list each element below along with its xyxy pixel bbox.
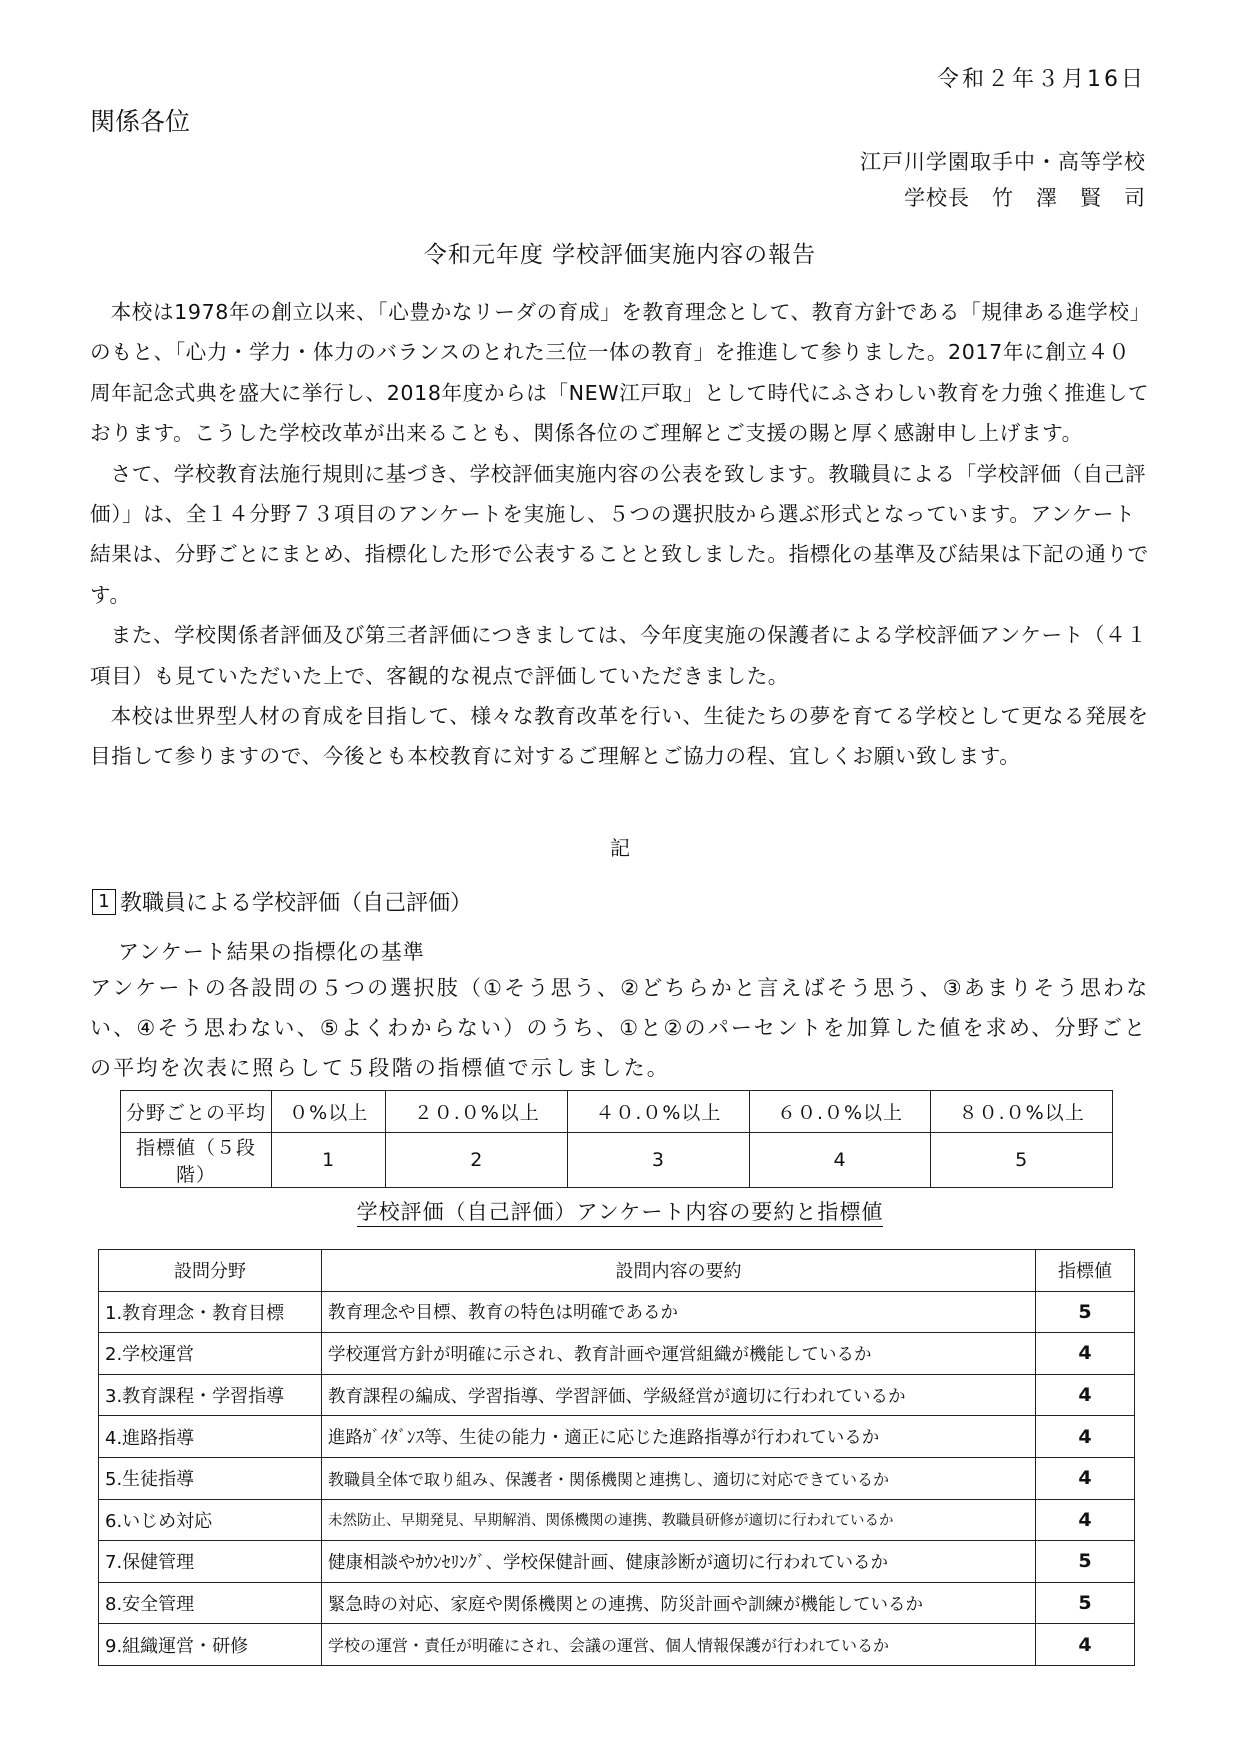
summary-cell: 教育理念や目標、教育の特色は明確であるか [322, 1291, 1036, 1333]
summary-cell: 未然防止、早期発見、早期解消、関係機関の連携、教職員研修が適切に行われているか [322, 1499, 1036, 1541]
sender-school: 江戸川学園取手中・高等学校 [860, 150, 1146, 174]
criteria-cell: ６０.０%以上 [749, 1091, 931, 1133]
paragraph-1: 本校は1978年の創立以来、「心豊かなリーダの育成」を教育理念として、教育方針である「規律ある進学校」のもと、「心力・学力・体力のバランスのとれた三位一体の教育」を推進して参りました。2017年に創立４０周年記念式典を盛大に挙行し、2018年度からは「NEW江戸取」として時代にふさわしい教育を力強く推進しております。こうした学校改革が出来ることも、関係各位のご理解とご支援の賜と厚く感謝申し上げます。 [90, 300, 1150, 446]
category-cell: 3.教育課程・学習指導 [99, 1374, 322, 1416]
criteria-cell: 1 [272, 1133, 386, 1188]
table-row [99, 1541, 1135, 1583]
category-cell: 6.いじめ対応 [99, 1499, 322, 1541]
category-cell: 9.組織運営・研修 [99, 1624, 322, 1666]
criteria-text: アンケートの各設問の５つの選択肢（①そう思う、②どちらかと言えばそう思う、③あまりそう思わない、④そう思わない、⑤よくわからない）のうち、①と②のパーセントを加算した値を求め、分野ごとの平均を次表に照らして５段階の指標値で示しました。 [90, 976, 1150, 1080]
summary-cell: 緊急時の対応、家庭や関係機関との連携、防災計画や訓練が機能しているか [322, 1582, 1036, 1624]
section-number: 1 [92, 889, 116, 915]
summary-cell: 学校の運営・責任が明確にされ、会議の運営、個人情報保護が行われているか [322, 1624, 1036, 1666]
criteria-cell: 分野ごとの平均 [121, 1091, 272, 1133]
table-row [99, 1374, 1135, 1416]
header-summary: 設問内容の要約 [322, 1250, 1036, 1292]
addressee: 関係各位 [90, 107, 191, 136]
score-cell: 4 [1036, 1499, 1135, 1541]
score-cell: 5 [1036, 1291, 1135, 1333]
document-date: 令和２年３月16日 [937, 67, 1146, 92]
criteria-cell: 4 [749, 1133, 931, 1188]
category-cell: 4.進路指導 [99, 1416, 322, 1458]
eval-table-title-text: 学校評価（自己評価）アンケート内容の要約と指標値 [357, 1200, 884, 1227]
category-cell: 5.生徒指導 [99, 1457, 322, 1499]
score-cell: 4 [1036, 1374, 1135, 1416]
category-cell: 1.教育理念・教育目標 [99, 1291, 322, 1333]
table-row [99, 1499, 1135, 1541]
section-title: 教職員による学校評価（自己評価） [120, 891, 473, 916]
eval-table-header [99, 1250, 1135, 1292]
criteria-cell: 3 [568, 1133, 750, 1188]
criteria-row-average [121, 1091, 1113, 1133]
summary-cell: 教職員全体で取り組み、保護者・関係機関と連携し、適切に対応できているか [322, 1457, 1036, 1499]
category-cell: 8.安全管理 [99, 1582, 322, 1624]
ki-marker: 記 [610, 836, 630, 860]
paragraph-3: また、学校関係者評価及び第三者評価につきましては、今年度実施の保護者による学校評価アンケート（４１項目）も見ていただいた上で、客観的な視点で評価していただきました。 [90, 623, 1148, 688]
table-row [99, 1416, 1135, 1458]
sender-principal: 学校長 竹 澤 賢 司 [904, 186, 1146, 210]
header-category: 設問分野 [99, 1250, 322, 1292]
summary-cell: 教育課程の編成、学習指導、学習評価、学級経営が適切に行われているか [322, 1374, 1036, 1416]
score-cell: 4 [1036, 1457, 1135, 1499]
section-1-heading [92, 886, 472, 917]
document-title: 令和元年度 学校評価実施内容の報告 [423, 242, 817, 268]
category-cell: 2.学校運営 [99, 1333, 322, 1375]
score-cell: 4 [1036, 1333, 1135, 1375]
table-row [99, 1333, 1135, 1375]
category-cell: 7.保健管理 [99, 1541, 322, 1583]
criteria-cell: ４０.０%以上 [568, 1091, 750, 1133]
paragraph-2: さて、学校教育法施行規則に基づき、学校評価実施内容の公表を致します。教職員による「学校評価（自己評価）」は、全１４分野７３項目のアンケートを実施し、５つの選択肢から選ぶ形式となっています。アンケート結果は、分野ごとにまとめ、指標化した形で公表することと致しました。指標化の基準及び結果は下記の通りです。 [90, 461, 1149, 607]
criteria-table [120, 1090, 1113, 1188]
table-row [99, 1582, 1135, 1624]
eval-table-title [0, 1196, 1240, 1226]
criteria-cell: 5 [931, 1133, 1113, 1188]
score-cell: 4 [1036, 1624, 1135, 1666]
table-row [99, 1291, 1135, 1333]
table-row [99, 1624, 1135, 1666]
eval-table [98, 1249, 1135, 1666]
criteria-cell: 指標値（５段階） [121, 1133, 272, 1188]
table-row [99, 1457, 1135, 1499]
criteria-subheading: アンケート結果の指標化の基準 [118, 940, 425, 964]
score-cell: 5 [1036, 1541, 1135, 1583]
summary-cell: 進路ｶﾞｲﾀﾞﾝｽ等、生徒の能力・適正に応じた進路指導が行われているか [322, 1416, 1036, 1458]
body-text [90, 292, 1150, 777]
criteria-cell: 2 [386, 1133, 568, 1188]
score-cell: 5 [1036, 1582, 1135, 1624]
summary-cell: 健康相談やｶｳﾝｾﾘﾝｸﾞ、学校保健計画、健康診断が適切に行われているか [322, 1541, 1036, 1583]
paragraph-4: 本校は世界型人材の育成を目指して、様々な教育改革を行い、生徒たちの夢を育てる学校として更なる発展を目指して参りますので、今後とも本校教育に対するご理解とご協力の程、宜しくお願い致します。 [90, 704, 1149, 769]
score-cell: 4 [1036, 1416, 1135, 1458]
criteria-cell: ２０.０%以上 [386, 1091, 568, 1133]
header-score: 指標値 [1036, 1250, 1135, 1292]
criteria-cell: ８０.０%以上 [931, 1091, 1113, 1133]
criteria-row-index [121, 1133, 1113, 1188]
summary-cell: 学校運営方針が明確に示され、教育計画や運営組織が機能しているか [322, 1333, 1036, 1375]
criteria-cell: ０%以上 [272, 1091, 386, 1133]
